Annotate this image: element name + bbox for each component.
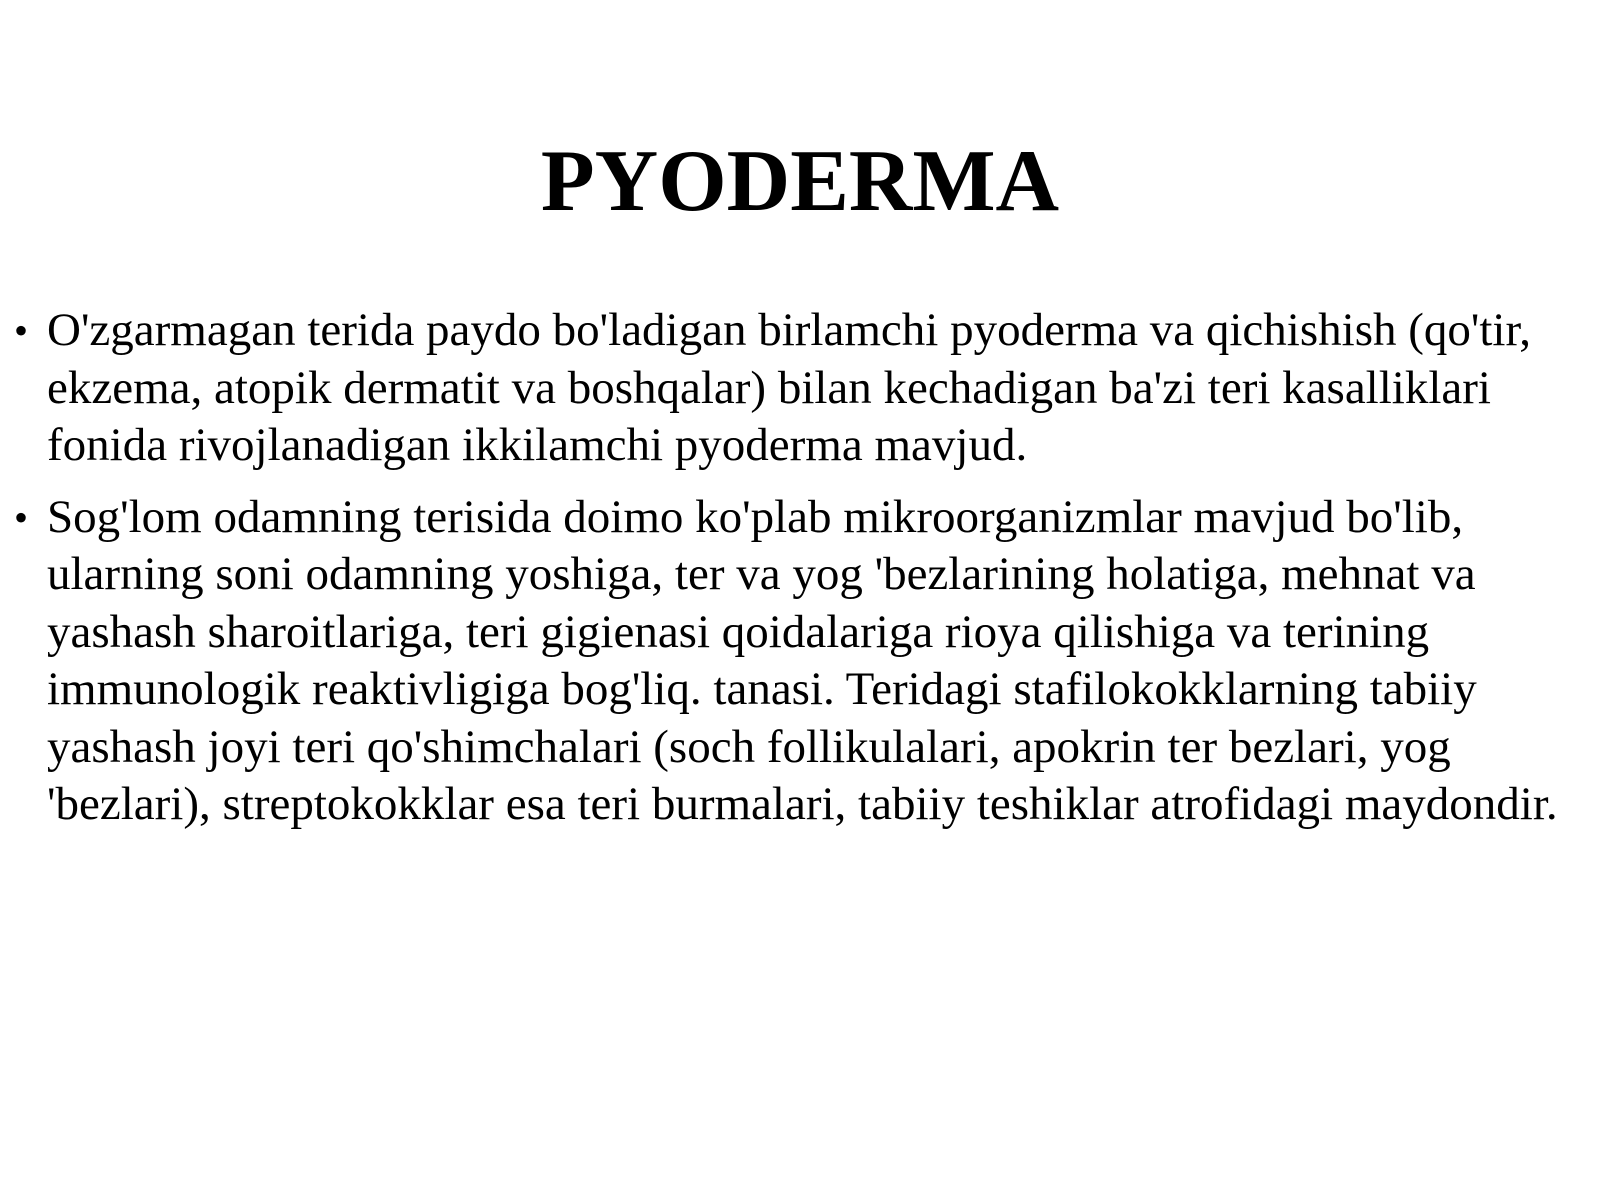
- bullet-item-2: [14, 489, 1589, 834]
- slide-title: PYODERMA: [540, 133, 1060, 230]
- bullet-list: [14, 302, 1589, 848]
- bullet-text-2: Sog'lom odamning terisida doimo ko'plab mikroorganizmlar mavjud bo'lib, ularning soni odamning yoshiga, ter va yog 'bezlarining holatiga, mehnat va yashash sharoitlariga, teri gigienasi qoidalariga rioya qilishiga va terining immunologik reaktivligiga bog'liq. tanasi. Teridagi stafilokokklarning tabiiy yashash joyi teri qo'shimchalari (soch follikulalari, apokrin ter bezlari, yog 'bezlari), streptokokklar esa teri burmalari, tabiiy teshiklar atrofidagi maydondir.: [47, 490, 1558, 830]
- bullet-point-icon: •: [14, 494, 29, 540]
- bullet-item-1: [14, 302, 1589, 475]
- bullet-point-icon: •: [14, 308, 29, 353]
- bullet-text-1: O'zgarmagan terida paydo bo'ladigan birlamchi pyoderma va qichishish (qo'tir, ekzema, atopik dermatit va boshqalar) bilan kechadigan ba'zi teri kasalliklari fonida rivojlanadigan ikkilamchi pyoderma mavjud.: [47, 304, 1531, 471]
